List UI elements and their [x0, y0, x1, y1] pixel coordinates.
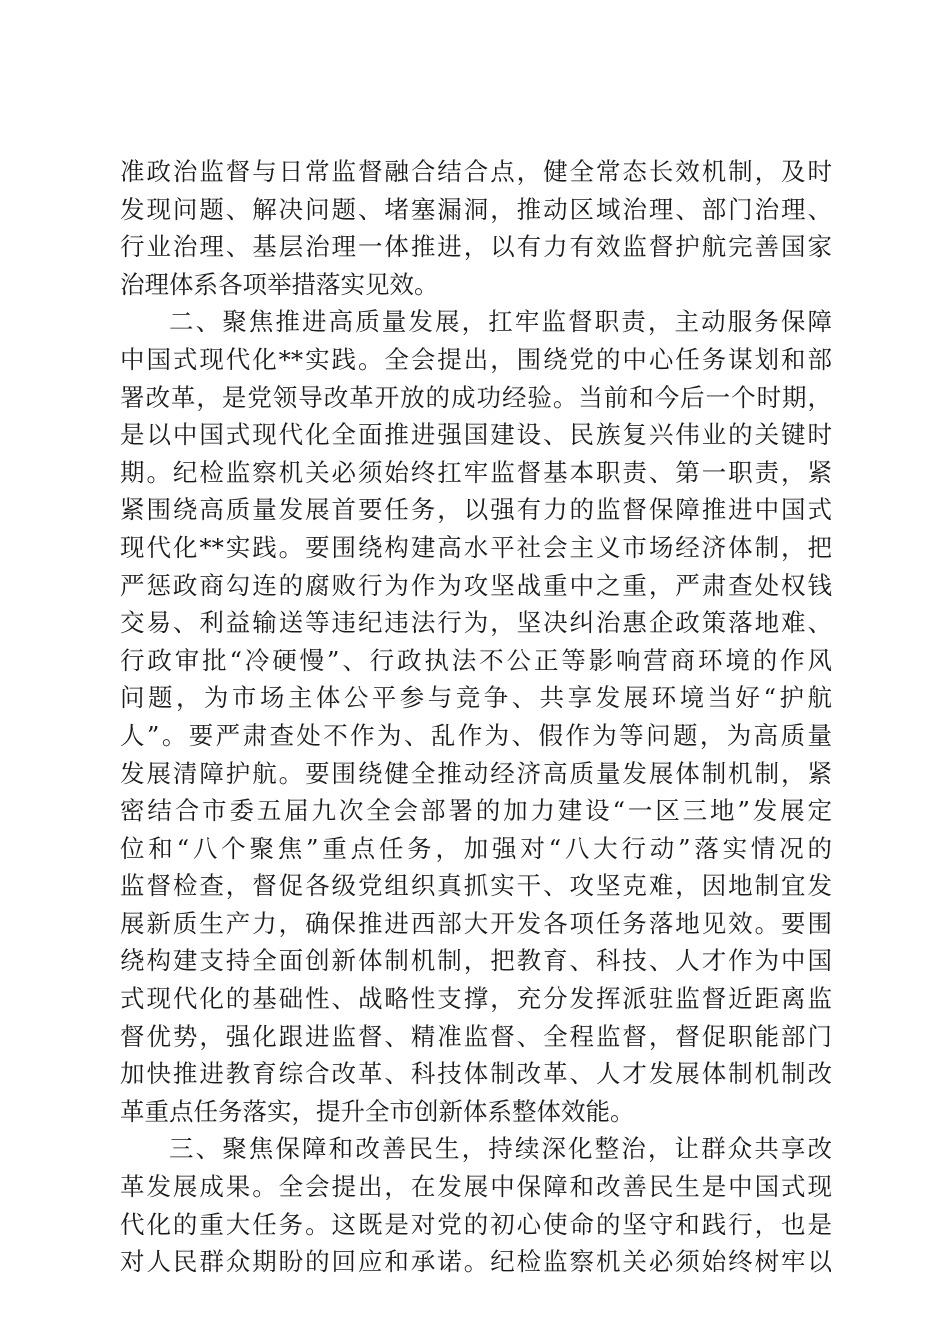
text-line: 发展清障护航。要围绕健全推动经济高质量发展体制机制，紧: [120, 758, 832, 788]
text-line: 发现问题、解决问题、堵塞漏洞，推动区域治理、部门治理、: [120, 194, 832, 224]
text-line: 是以中国式现代化全面推进强国建设、民族复兴伟业的关键时: [120, 420, 832, 450]
text-line: 密结合市委五届九次全会部署的加力建设“一区三地”发展定: [120, 796, 832, 826]
text-line: 署改革，是党领导改革开放的成功经验。当前和今后一个时期，: [120, 382, 832, 412]
text-line: 问题，为市场主体公平参与竞争、共享发展环境当好“护航: [120, 683, 832, 713]
text-line: 严惩政商勾连的腐败行为作为攻坚战重中之重，严肃查处权钱: [120, 570, 832, 600]
text-line: 交易、利益输送等违纪违法行为，坚决纠治惠企政策落地难、: [120, 608, 832, 638]
section-heading-line: 三、聚焦保障和改善民生，持续深化整治，让群众共享改: [169, 1134, 832, 1164]
text-line: 中国式现代化**实践。全会提出，围绕党的中心任务谋划和部: [120, 344, 832, 374]
text-line: 现代化**实践。要围绕构建高水平社会主义市场经济体制，把: [120, 532, 832, 562]
text-line: 督优势，强化跟进监督、精准监督、全程监督，督促职能部门: [120, 1021, 832, 1051]
body-text: [120, 153, 832, 1281]
text-line: 紧围绕高质量发展首要任务，以强有力的监督保障推进中国式: [120, 495, 832, 525]
section-heading-line: 二、聚焦推进高质量发展，扛牢监督职责，主动服务保障: [169, 307, 832, 337]
text-line: 绕构建支持全面创新体制机制，把教育、科技、人才作为中国: [120, 946, 832, 976]
text-line: 革重点任务落实，提升全市创新体系整体效能。: [120, 1096, 635, 1126]
text-line: 代化的重大任务。这既是对党的初心使命的坚守和践行，也是: [120, 1209, 832, 1239]
text-line: 期。纪检监察机关必须始终扛牢监督基本职责、第一职责，紧: [120, 457, 832, 487]
text-line: 式现代化的基础性、战略性支撑，充分发挥派驻监督近距离监: [120, 984, 832, 1014]
text-line: 治理体系各项举措落实见效。: [120, 269, 439, 299]
text-line: 展新质生产力，确保推进西部大开发各项任务落地见效。要围: [120, 908, 832, 938]
text-line: 对人民群众期盼的回应和承诺。纪检监察机关必须始终树牢以: [120, 1247, 832, 1277]
text-line: 行业治理、基层治理一体推进，以有力有效监督护航完善国家: [120, 232, 832, 262]
text-line: 准政治监督与日常监督融合结合点，健全常态长效机制，及时: [120, 157, 832, 186]
text-line: 加快推进教育综合改革、科技体制改革、人才发展体制机制改: [120, 1059, 832, 1089]
text-line: 位和“八个聚焦”重点任务，加强对“八大行动”落实情况的: [120, 833, 832, 863]
text-line: 监督检查，督促各级党组织真抓实干、攻坚克难，因地制宜发: [120, 871, 832, 901]
text-line: 行政审批“冷硬慢”、行政执法不公正等影响营商环境的作风: [120, 645, 832, 675]
text-line: 人”。要严肃查处不作为、乱作为、假作为等问题，为高质量: [120, 720, 832, 750]
text-line: 革发展成果。全会提出，在发展中保障和改善民生是中国式现: [120, 1172, 832, 1202]
